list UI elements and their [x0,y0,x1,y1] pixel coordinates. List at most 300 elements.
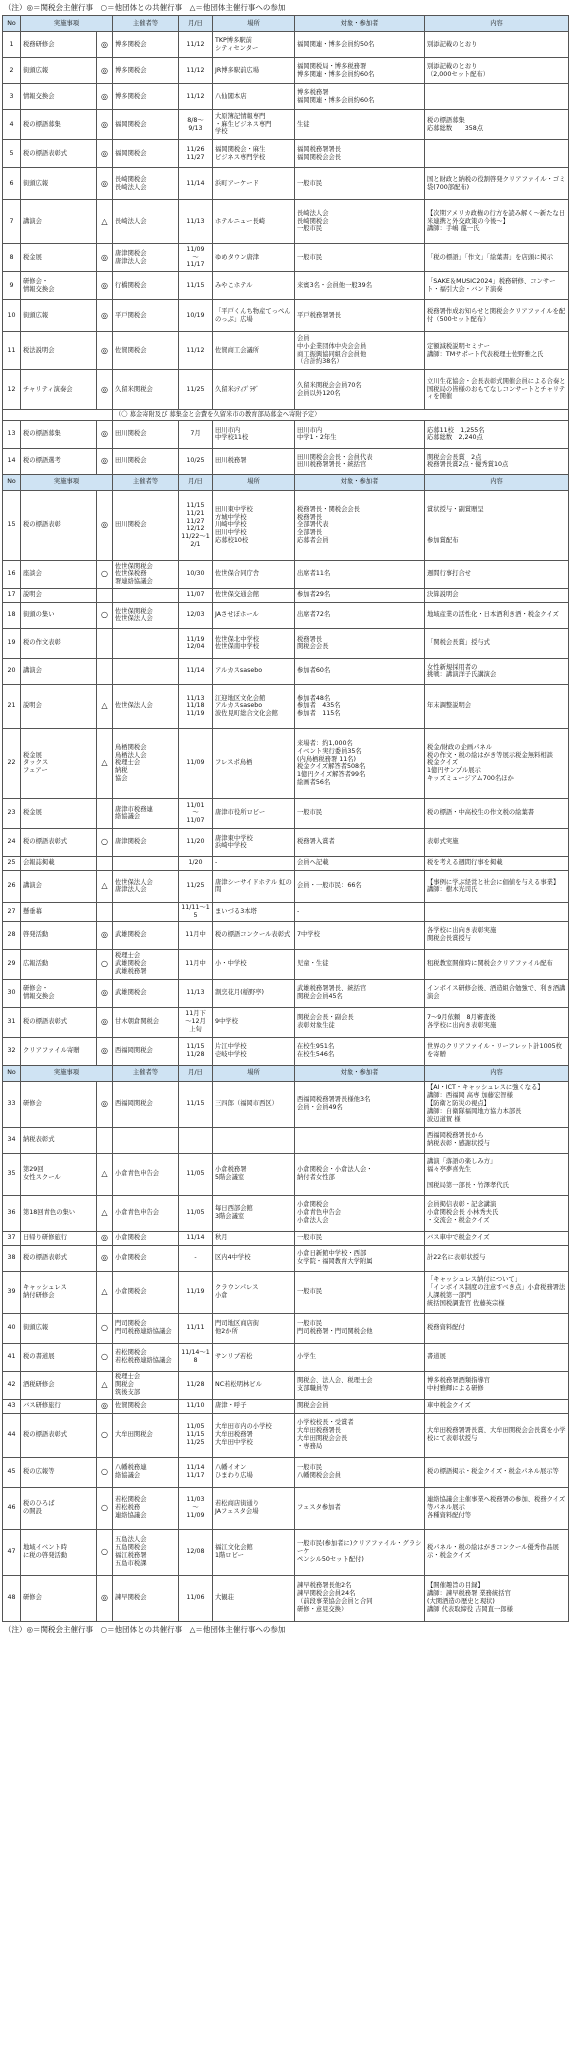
row-organizer: 大牟田関税会 [113,1413,179,1457]
row-number: 31 [3,1007,21,1037]
row-mark: △ [97,1153,113,1195]
row-date: 11月下 ～12月 上旬 [179,1007,213,1037]
row-item: 座談会 [21,560,97,588]
row-number: 21 [3,684,21,728]
row-place: 税の標語コンクール表彰式 [213,921,295,949]
row-place: 小・中学校 [213,949,295,979]
row-mark: △ [97,200,113,244]
table-row [3,1399,569,1413]
row-item: 税のひろば の開設 [21,1487,97,1529]
row-target: 会員へ記載 [295,856,425,870]
legend-note: （注）◎＝関税会主催行事 ○＝他団体との共催行事 △＝他団体主催行事への参加 [4,3,286,12]
row-place: 大原簿記情報専門 ・麻生ビジネス専門 学校 [213,110,295,140]
col-header-date: 月/日 [179,474,213,490]
row-number: 5 [3,140,21,168]
row-organizer: 武雄関税会 [113,979,179,1007]
row-content: インボイス研修会後、酒造組合勉強で、利き酒講演会 [425,979,569,1007]
row-number: 15 [3,490,21,560]
row-number: 35 [3,1153,21,1195]
row-number: 23 [3,798,21,828]
row-organizer: 久留米関税会 [113,370,179,410]
row-number: 29 [3,949,21,979]
col-header-content: 内容 [425,1065,569,1081]
table-row [3,490,569,560]
row-item: 会報誌掲載 [21,856,97,870]
row-mark: ○ [97,1457,113,1487]
row-mark: △ [97,1371,113,1399]
row-organizer: 唐津関税会 唐津法人会 [113,244,179,272]
row-date: 11/12 [179,84,213,110]
row-place: 大牟田市内の小学校 大牟田税務署 大牟田中学校 [213,1413,295,1457]
row-item: 税の標語表彰式 [21,828,97,856]
row-place: 八幡イオン ひまわり広場 [213,1457,295,1487]
table-row [3,728,569,798]
row-place: 小倉税務署 5階会議室 [213,1153,295,1195]
row-organizer: 福岡関税会 [113,110,179,140]
row-content: 「キャッシュレス納付について」 「インボイス制度の注意すべき点」小倉税務署法人課税第一部門 統括国税調査官 佐藤英宗様 [425,1271,569,1313]
row-date: 11/11 [179,1313,213,1343]
row-place: 唐津・呼子 [213,1399,295,1413]
row-number: 19 [3,628,21,658]
row-number: 22 [3,728,21,798]
row-item: 税の標語表彰式 [21,140,97,168]
table-row [3,272,569,300]
col-header-place: 場所 [213,1065,295,1081]
row-target: 参加者29名 [295,588,425,602]
row-place: 三四郎（福岡市西区） [213,1081,295,1127]
row-item: 納税表彰式 [21,1127,97,1153]
row-target: 一般市民 [295,798,425,828]
row-number: 41 [3,1343,21,1371]
row-target: 西福岡税務署署長様他3名 会員・会員49名 [295,1081,425,1127]
row-organizer: 西福岡関税会 [113,1081,179,1127]
row-mark: ◎ [97,300,113,332]
row-date: 11/13 [179,979,213,1007]
table-row [3,448,569,474]
row-content [425,140,569,168]
row-organizer: 行橋関税会 [113,272,179,300]
row-item: 税法説明会 [21,332,97,370]
row-note-spacer [3,410,113,421]
row-date: 11月中 [179,921,213,949]
row-date: 11/15 11/21 11/27 12/12 11/22～12/1 [179,490,213,560]
row-organizer: 税理士会 武雄関税会 武雄税務署 [113,949,179,979]
row-date: 10/25 [179,448,213,474]
row-place: 割烹花月(稲野亭) [213,979,295,1007]
row-mark: ◎ [97,448,113,474]
row-place: 片江中学校 壱岐中学校 [213,1037,295,1065]
row-item: 税の広報等 [21,1457,97,1487]
row-number: 8 [3,244,21,272]
row-place: 秋月 [213,1231,295,1245]
row-target: 長崎法人会 長崎関税会 一般市民 [295,200,425,244]
row-content: 決算説明会 [425,588,569,602]
row-target: 児童・生徒 [295,949,425,979]
row-content: 関税会会長賞 2点 税務署長賞2点・優秀賞10点 [425,448,569,474]
table-row [3,370,569,410]
table-row [3,560,569,588]
row-content: 連絡協議会主催事業へ税務署の参加、税務クイズ等パネル展示 各種資料配付等 [425,1487,569,1529]
row-place: 田川市内 中学校11校 [213,420,295,448]
row-target: フェスタ参加者 [295,1487,425,1529]
row-item: 税金展 [21,798,97,828]
row-place: 唐津シーサイドホテル 虹の間 [213,870,295,902]
row-number: 45 [3,1457,21,1487]
row-item: 研修会 [21,1575,97,1621]
row-item: 地域イベント時 に税の啓発活動 [21,1529,97,1575]
row-place: 久留米ｼﾃｨﾌﾟﾗｻﾞ [213,370,295,410]
row-target: 参加者48名 参加者 435名 参加者 115名 [295,684,425,728]
row-date: 7月 [179,420,213,448]
table-row [3,658,569,684]
row-content: 博多税務署酒類指導官 中村雅輝による研修 [425,1371,569,1399]
row-date: 11/13 [179,200,213,244]
row-place: - [213,856,295,870]
row-date: - [179,1245,213,1271]
row-number: 27 [3,902,21,921]
row-target: 関税会、法人会、税理士会 支部職員等 [295,1371,425,1399]
row-place: クラウンパレス 小倉 [213,1271,295,1313]
row-content: 各学校に出向き表彰実施 関税会長賞授与 [425,921,569,949]
row-date: 11/09 ～ 11/17 [179,244,213,272]
row-date: 11/20 [179,828,213,856]
row-number: 24 [3,828,21,856]
table-row [3,1371,569,1399]
row-mark: ◎ [97,1037,113,1065]
row-target: 福岡税務署署長 福岡関税会会長 [295,140,425,168]
row-date: 11/05 [179,1195,213,1231]
col-header-item: 実施事項 [21,474,113,490]
row-number: 42 [3,1371,21,1399]
row-mark: ○ [97,1313,113,1343]
row-organizer: 小倉青色申告会 [113,1153,179,1195]
row-date: 11/12 [179,32,213,58]
row-organizer: 博多関税会 [113,58,179,84]
row-date: 11/14 [179,658,213,684]
row-organizer: 若松関税会 若松税務 連絡協議会 [113,1487,179,1529]
row-date: 11/06 [179,1575,213,1621]
row-organizer: 佐世保関税会 佐世保税務 署連絡協議会 [113,560,179,588]
row-mark: ○ [97,560,113,588]
row-number: 44 [3,1413,21,1457]
row-organizer: 小倉青色申告会 [113,1195,179,1231]
row-mark: ◎ [97,140,113,168]
row-organizer: 田川関税会 [113,420,179,448]
row-target: 一般市民 [295,1231,425,1245]
table-row [3,1313,569,1343]
row-organizer: 佐世保法人会 [113,684,179,728]
row-content: 週間行事打合せ [425,560,569,588]
row-item: 税の書道展 [21,1343,97,1371]
row-date: 11/19 [179,1271,213,1313]
row-place: 大観荘 [213,1575,295,1621]
row-number: 43 [3,1399,21,1413]
row-mark: ○ [97,602,113,628]
row-mark [97,798,113,828]
row-content: 【次期アメリカ政権の行方を読み解く～新たな日米連携と外交政策の今後～】 講師：手嶋 龍一氏 [425,200,569,244]
row-target: 関税会会長・副会長 表彰対象生徒 [295,1007,425,1037]
row-number: 4 [3,110,21,140]
row-target: 諫早税務署長他2名 諫早関税会会員24名 （前段事業協会会員と合同 研修・意見交換） [295,1575,425,1621]
row-item: 講演会 [21,200,97,244]
row-content: 書道展 [425,1343,569,1371]
table-row [3,110,569,140]
row-mark: ◎ [97,32,113,58]
row-target: 一般市民 [295,244,425,272]
row-organizer: 佐世保関税会 佐世保法人会 [113,602,179,628]
row-note-text: （〇 募金寄附及び 募集金と会費を久留米市の教育部局募金へ寄附予定） [113,410,569,421]
table-row [3,684,569,728]
table-row [3,870,569,902]
row-date: 12/03 [179,602,213,628]
col-header-no: No [3,16,21,32]
row-organizer: 小倉関税会 [113,1245,179,1271]
row-content: 立川生花協会・会長表彰式開催会員による合奏と国税局の皆様のおもてなしコンサートとチャリティを開催 [425,370,569,410]
table-row [3,84,569,110]
row-place: 佐賀商工会議所 [213,332,295,370]
row-target [295,1127,425,1153]
row-place: まいづる3本塔 [213,902,295,921]
row-content: 応募11校 1,255名 応募総数 2,240点 [425,420,569,448]
row-content: 「税の標語」「作文」「絵葉書」を店頭に掲示 [425,244,569,272]
row-content: 「SAKE＆MUSIC2024」税務研修、コンサート・福引大会・バンド演奏 [425,272,569,300]
row-content: 7～9月依頼 8月審査後 各学校に出向き表彰実施 [425,1007,569,1037]
table-row [3,856,569,870]
row-target: 在校生951名 在校生546名 [295,1037,425,1065]
row-target: 博多税務署 福岡関連・博多会員約60名 [295,84,425,110]
row-item: 講演会 [21,870,97,902]
row-mark: ◎ [97,244,113,272]
row-content: 税金/財政の企画パネル 税の作文・税の絵はがき等展示税金無料相談 税金クイズ 1億円サンプル展示 キッズミュージアム700名ほか [425,728,569,798]
table-row [3,1195,569,1231]
row-target: 出席者11名 [295,560,425,588]
row-content: 会員掲信表彰・記念講演 小倉関税会長 小林秀夫氏 ・交流会・税金クイズ [425,1195,569,1231]
row-organizer [113,628,179,658]
row-place: 福江文化会館 1階ロビー [213,1529,295,1575]
col-header-date: 月/日 [179,1065,213,1081]
row-content: 【AI・ICT・キャッシュレスに強くなる】 講師：西福岡 高専 加藤宏智様 【防衛と防災の視点】 講師：自衛隊福岡地方協力本部長 波辺道賀 様 [425,1081,569,1127]
table-row [3,1153,569,1195]
row-mark: ◎ [97,1007,113,1037]
row-organizer: 諫早関税会 [113,1575,179,1621]
row-date: 11/25 [179,870,213,902]
table-row [3,921,569,949]
row-content: 税の標語・中高校生の作文税の絵葉書 [425,798,569,828]
row-date: 11/10 [179,1399,213,1413]
col-header-target: 対象・参加者 [295,474,425,490]
row-organizer: 佐賀関税会 [113,1399,179,1413]
col-header-org: 主催者等 [113,16,179,32]
row-number: 28 [3,921,21,949]
row-mark: ◎ [97,370,113,410]
row-item: 説明会 [21,684,97,728]
row-target: 7中学校 [295,921,425,949]
row-target: 田川市内 中学1・2年生 [295,420,425,448]
row-mark: ○ [97,949,113,979]
row-number: 14 [3,448,21,474]
row-content: 別添記載のとおり （2,000セット配布） [425,58,569,84]
row-mark: △ [97,1271,113,1313]
table-row [3,1413,569,1457]
table-row [3,798,569,828]
row-target: 一般市民 [295,168,425,200]
row-item: 研修会・ 情報交換会 [21,979,97,1007]
row-item: 街頭広報 [21,58,97,84]
row-place: JAさせぼホール [213,602,295,628]
row-item: 懸垂幕 [21,902,97,921]
col-header-target: 対象・参加者 [295,16,425,32]
row-place: 田川東中学校 方城中学校 川崎中学校 田川中学校 応募校10校 [213,490,295,560]
row-place: アルカスsasebo [213,658,295,684]
row-date: 11/07 [179,588,213,602]
table-row [3,828,569,856]
row-target: 平戸税務署署長 [295,300,425,332]
row-organizer [113,856,179,870]
row-date: 11/05 [179,1153,213,1195]
row-content: 西福岡税務署長から 納税表彰・感謝状授与 [425,1127,569,1153]
row-target: 小倉関税会 小倉青色申告会 小倉法人会 [295,1195,425,1231]
row-date: 11/09 [179,728,213,798]
row-item: 街頭広報 [21,168,97,200]
row-number: 47 [3,1529,21,1575]
row-organizer: 唐津市税務連 絡協議会 [113,798,179,828]
row-number: 37 [3,1231,21,1245]
row-organizer: 平戸関税会 [113,300,179,332]
row-target: 福岡関連・博多会員約50名 [295,32,425,58]
row-item: 広報活動 [21,949,97,979]
row-item: 街頭広報 [21,1313,97,1343]
table-row [3,588,569,602]
row-place: 佐世保合同庁舎 [213,560,295,588]
row-content: 車中税金クイズ [425,1399,569,1413]
row-date: 11/19 12/04 [179,628,213,658]
row-number: 25 [3,856,21,870]
row-item: 税の標語表彰 [21,490,97,560]
row-item: 第29回 女性スクール [21,1153,97,1195]
row-mark: ◎ [97,58,113,84]
row-content: 計22名に表彰状授与 [425,1245,569,1271]
row-date: 1/20 [179,856,213,870]
row-mark [97,1127,113,1153]
row-mark: ◎ [97,490,113,560]
row-mark: ◎ [97,272,113,300]
row-number: 20 [3,658,21,684]
row-organizer: 西福岡関税会 [113,1037,179,1065]
row-organizer: 小倉関税会 [113,1271,179,1313]
row-mark: △ [97,684,113,728]
row-mark: ◎ [97,168,113,200]
row-organizer: 博多関税会 [113,32,179,58]
row-target: 小倉関税会・小倉法人会・ 納付者女性部 [295,1153,425,1195]
row-organizer: 八幡税務連 絡協議会 [113,1457,179,1487]
row-place: 唐津市役所ロビー [213,798,295,828]
row-organizer: 田川関税会 [113,448,179,474]
row-mark: ○ [97,1529,113,1575]
row-place: ホテルニュー長崎 [213,200,295,244]
row-place: フレスポ鳥栖 [213,728,295,798]
table-row [3,420,569,448]
table-row [3,1127,569,1153]
row-target: 参加者60名 [295,658,425,684]
row-organizer [113,658,179,684]
table-body [3,16,569,1622]
row-target: 会員・一般市民：66名 [295,870,425,902]
row-date: 11/03 ～ 11/09 [179,1487,213,1529]
header-row [3,474,569,490]
row-place [213,1127,295,1153]
row-date: 11/01 ～ 11/07 [179,798,213,828]
row-mark [97,628,113,658]
row-number: 6 [3,168,21,200]
row-organizer: 長崎関税会 長崎法人会 [113,168,179,200]
row-organizer: 門司関税会 門司税務連絡協議会 [113,1313,179,1343]
row-number: 13 [3,420,21,448]
row-target: 久留米関税会会員70名 会員以外120名 [295,370,425,410]
row-number: 2 [3,58,21,84]
row-number: 9 [3,272,21,300]
row-target: 武雄税務署署長、統括官 関税会会員45名 [295,979,425,1007]
row-mark: ◎ [97,1245,113,1271]
row-organizer: 佐賀関税会 [113,332,179,370]
row-place: 「平戸くんち物産てっぺんのっぷ」広場 [213,300,295,332]
table-row [3,200,569,244]
table-row [3,1529,569,1575]
row-place: 9中学校 [213,1007,295,1037]
row-mark: ◎ [97,332,113,370]
row-item: 研修会 [21,1081,97,1127]
table-row [3,1231,569,1245]
table-row [3,168,569,200]
row-place: みやこホテル [213,272,295,300]
row-target: 関税会会員 [295,1399,425,1413]
row-target: 小学校校長・受賞者 大牟田税務署長 大牟田関税会会長 ・専務局 [295,1413,425,1457]
row-target: 一般市民 門司税務署・門司関税会他 [295,1313,425,1343]
row-place: サンリブ若松 [213,1343,295,1371]
row-item: 税の標語表彰式 [21,1245,97,1271]
row-mark: ◎ [97,110,113,140]
row-place: 福岡関税会・麻生 ビジネス専門学校 [213,140,295,168]
row-mark: △ [97,870,113,902]
row-content: 税パネル・税の絵はがきコンクール優秀作品展示・税金クイズ [425,1529,569,1575]
row-number: 46 [3,1487,21,1529]
row-organizer: 五島法人会 五島関税会 福江税務署 五島市税課 [113,1529,179,1575]
row-organizer [113,902,179,921]
row-mark: ◎ [97,1399,113,1413]
row-date: 11/14 [179,168,213,200]
row-organizer: 博多関税会 [113,84,179,110]
row-place: 佐世保北中学校 佐世保南中学校 [213,628,295,658]
table-row [3,58,569,84]
row-organizer: 田川関税会 [113,490,179,560]
row-date: 12/08 [179,1529,213,1575]
row-target: 生徒 [295,110,425,140]
row-mark [97,856,113,870]
row-mark: ◎ [97,921,113,949]
row-target: 税務署長 関税会会長 [295,628,425,658]
row-date: 11/13 11/18 11/19 [179,684,213,728]
table-row [3,1487,569,1529]
col-header-org: 主催者等 [113,1065,179,1081]
row-place: TKP博多駅前 シティセンター [213,32,295,58]
row-date: 11/26 11/27 [179,140,213,168]
table-row [3,1245,569,1271]
row-item: 第18回青色の集い [21,1195,97,1231]
row-item: 税の標語募集 [21,420,97,448]
row-date: 10/30 [179,560,213,588]
row-number: 18 [3,602,21,628]
row-item: 研修会・ 情報交換会 [21,272,97,300]
row-content [425,84,569,110]
